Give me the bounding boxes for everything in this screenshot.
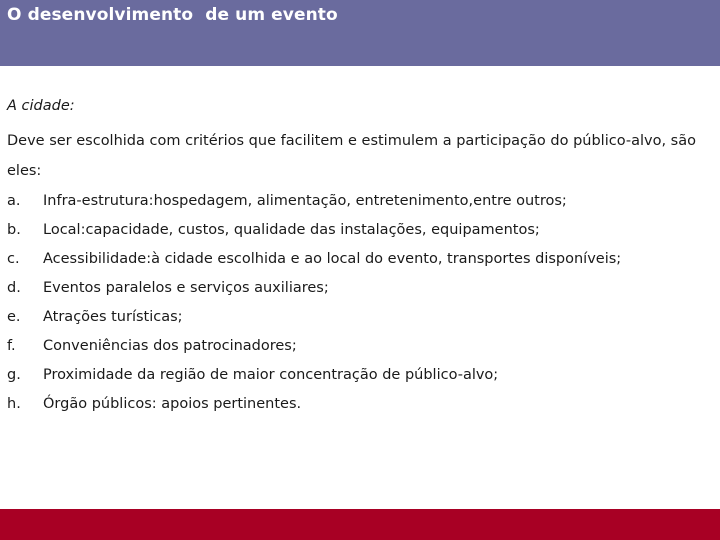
section-heading: A cidade: (7, 98, 75, 114)
list-item-text: Local:capacidade, custos, qualidade das instalações, equipamentos; (43, 221, 540, 238)
slide-title: O desenvolvimento de um evento (7, 5, 338, 25)
list-item-letter: e. (7, 308, 21, 325)
list-item-letter: a. (7, 192, 21, 209)
list-item-text: Infra-estrutura:hospedagem, alimentação, entretenimento,entre outros; (43, 192, 567, 209)
list-item (7, 215, 712, 244)
header-band (0, 0, 720, 66)
list-item-text: Acessibilidade:à cidade escolhida e ao local do evento, transportes disponíveis; (43, 250, 622, 267)
list-item-letter: d. (7, 279, 21, 296)
list-item (7, 302, 712, 331)
list-item (7, 389, 712, 418)
list-item-letter: c. (7, 250, 20, 267)
list-item (7, 331, 712, 360)
slide-content (7, 96, 712, 418)
list-item-text: Conveniências dos patrocinadores; (43, 337, 297, 354)
list-item-text: Eventos paralelos e serviços auxiliares; (43, 279, 329, 296)
footer-band (0, 509, 720, 540)
list-item-text: Proximidade da região de maior concentração de público-alvo; (43, 366, 499, 383)
list-item (7, 360, 712, 389)
list-item-letter: f. (7, 337, 16, 354)
criteria-list (7, 186, 712, 418)
list-item-text: Atrações turísticas; (43, 308, 183, 325)
list-item-text: Órgão públicos: apoios pertinentes. (43, 395, 302, 412)
list-item-letter: h. (7, 395, 21, 412)
list-item (7, 244, 712, 273)
list-item-letter: b. (7, 221, 21, 238)
list-item-letter: g. (7, 366, 21, 383)
intro-paragraph: Deve ser escolhida com critérios que facilitem e estimulem a participação do público-alvo, são eles: (7, 133, 696, 179)
list-item (7, 186, 712, 215)
list-item (7, 273, 712, 302)
